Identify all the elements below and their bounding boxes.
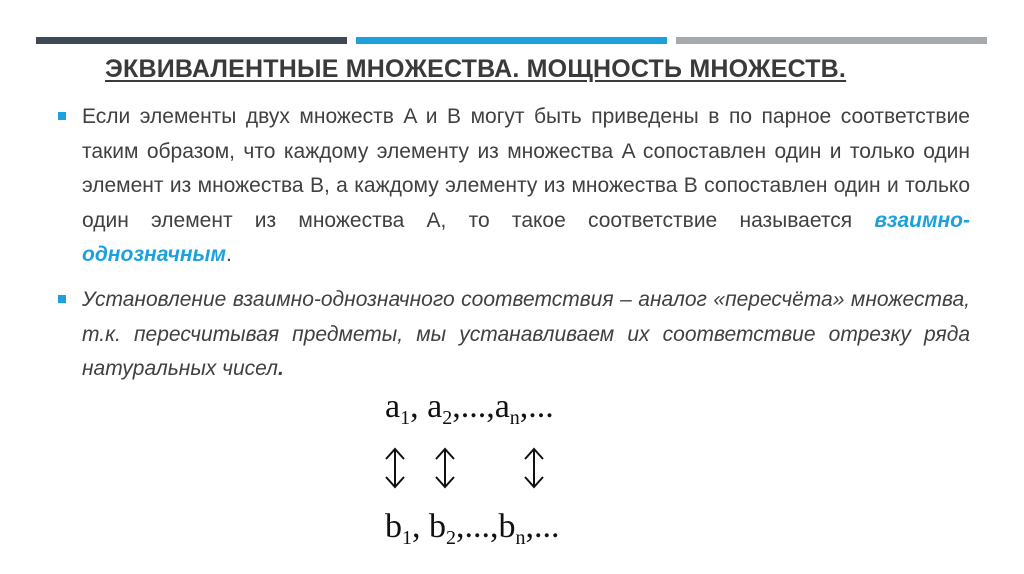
bullet-2-text: Установление взаимно-однозначного соответствия – аналог «пересчёта» множества, т.к. пересчитывая предметы, мы устанавливаем их соответствие отрезку ряда натуральных чисел bbox=[82, 288, 970, 380]
bullet-paragraph-2 bbox=[82, 283, 970, 387]
math-subscript: 2 bbox=[442, 407, 453, 429]
math-letter: b bbox=[429, 508, 446, 545]
up-down-arrow-icon bbox=[522, 446, 546, 490]
up-down-arrow-icon bbox=[383, 446, 407, 490]
up-down-arrow-icon bbox=[433, 446, 457, 490]
math-subscript: 2 bbox=[446, 527, 456, 549]
slide-title: ЭКВИВАЛЕНТНЫЕ МНОЖЕСТВА. МОЩНОСТЬ МНОЖЕСТВ. bbox=[105, 55, 847, 83]
header-bar-dark bbox=[36, 37, 347, 44]
bullet-1-end: . bbox=[226, 243, 232, 266]
math-letter: a bbox=[385, 388, 401, 425]
math-ellipsis: ,..., bbox=[456, 508, 499, 545]
math-tail: ,... bbox=[519, 388, 554, 425]
bullet-square-icon bbox=[58, 112, 66, 120]
bullet-square-icon bbox=[58, 295, 66, 303]
header-bar-light bbox=[676, 37, 987, 44]
bullet-2-end: . bbox=[278, 357, 284, 380]
math-row-b: $b_1$, $b_2,...,b_n$,... bbox=[385, 508, 560, 549]
math-letter: a bbox=[427, 388, 443, 425]
bullet-paragraph-1 bbox=[82, 100, 970, 273]
math-letter: a bbox=[494, 388, 510, 425]
math-subscript: n bbox=[509, 407, 520, 429]
math-row-a: $a_1$, $a_2,...,a_n$,... bbox=[385, 388, 554, 429]
bullet-1-text: Если элементы двух множеств A и B могут быть приведены в по парное соответствие таким образом, что каждому элементу из множества A сопоставлен один и только один элемент из множества B, а каждому элементу из множества B сопоставлен один и только один элемент из множества A, то такое соответствие называется bbox=[82, 105, 970, 232]
header-bar-accent bbox=[356, 37, 667, 44]
math-subscript: n bbox=[515, 527, 526, 549]
math-letter: b bbox=[385, 508, 402, 545]
math-subscript: 1 bbox=[402, 527, 412, 549]
correspondence-arrows bbox=[383, 446, 563, 490]
math-subscript: 1 bbox=[400, 407, 411, 429]
math-letter: b bbox=[498, 508, 516, 545]
math-ellipsis: ,..., bbox=[452, 388, 495, 425]
math-tail: ,... bbox=[525, 508, 560, 545]
bullet-1-emphasis: взаимно-однозначным bbox=[82, 208, 970, 266]
